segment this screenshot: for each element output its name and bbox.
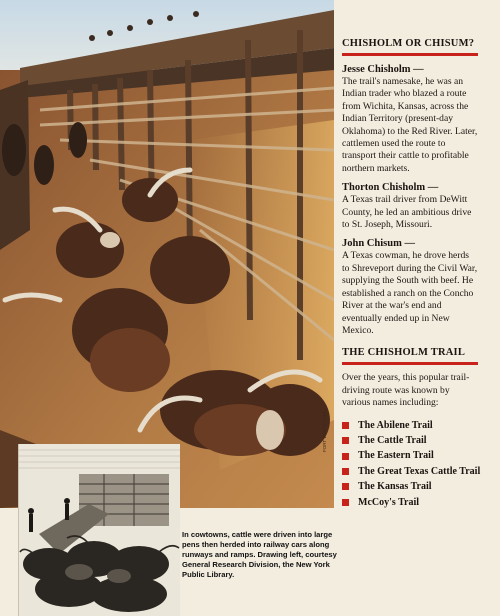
trail-name-item	[342, 433, 478, 448]
square-bullet-icon	[342, 483, 349, 490]
person-name: John Chisum —	[342, 238, 415, 250]
person-entry-john	[342, 237, 478, 337]
trail-section	[342, 347, 481, 510]
square-bullet-icon	[342, 453, 349, 460]
trail-name: The Kansas Trail	[358, 481, 432, 493]
person-entry-jesse	[342, 63, 478, 175]
square-bullet-icon	[342, 499, 349, 506]
person-entry-thorton	[342, 181, 478, 231]
square-bullet-icon	[342, 468, 349, 475]
trail-name-item	[342, 495, 478, 510]
trail-name: The Abilene Trail	[358, 419, 433, 431]
trail-name-list	[342, 418, 481, 510]
person-name: Thorton Chisholm —	[342, 182, 439, 194]
trail-name: The Eastern Trail	[358, 450, 434, 462]
square-bullet-icon	[342, 422, 349, 429]
trail-name: The Cattle Trail	[358, 434, 427, 446]
person-name: Jesse Chisholm —	[342, 64, 424, 75]
person-description: A Texas trail driver from DeWitt County, he led an ambitious drive to St. Joseph, Missouri.	[342, 194, 472, 231]
person-description: A Texas cowman, he drove herds to Shreveport during the Civil War, supplying the South with beef. He established a ranch on the Concho River at the war's end and eventually ended up in New Mexico.	[342, 250, 478, 336]
trail-name-item	[342, 479, 478, 494]
trail-name: The Great Texas Cattle Trail	[358, 465, 481, 477]
trail-intro: Over the years, this popular trail-driving route was known by various names including:	[342, 372, 470, 409]
trail-name-item	[342, 448, 478, 463]
trail-name-item	[342, 418, 478, 433]
trail-name-item	[342, 464, 481, 479]
cowtown-engraving	[18, 444, 180, 616]
sidebar-panel	[342, 38, 481, 510]
engraving-caption: In cowtowns, cattle were driven into large pens then herded into railway cars along runways and ramps. Drawing left, courtesy General Research Division, the New York Public Library.	[182, 530, 337, 579]
trail-name: McCoy's Trail	[358, 496, 420, 508]
photo-credit: FORT WORTH CVB	[322, 411, 327, 452]
trail-heading: THE CHISHOLM TRAIL	[342, 347, 478, 365]
sidebar-heading: CHISHOLM OR CHISUM?	[342, 38, 478, 56]
person-description: The trail's namesake, he was an Indian trader who blazed a route from Wichita, Kansas, across the Indian Territory (present-day Oklahoma) to the Red River. Later, cattlemen used the route to transport their cattle to profitable northern markets.	[342, 76, 478, 174]
square-bullet-icon	[342, 437, 349, 444]
